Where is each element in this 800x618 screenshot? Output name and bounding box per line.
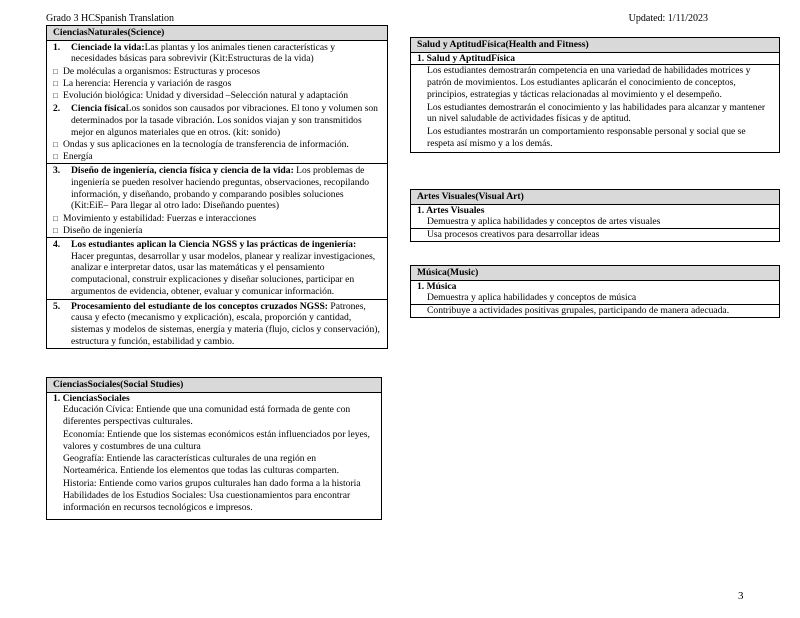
science-item-3: [47, 164, 387, 238]
music-title: Música(Music): [411, 266, 779, 281]
music-subheading: 1. Música: [417, 280, 457, 292]
paragraph: Historia: Entiende como varios grupos culturales han dado forma a la historia: [63, 477, 361, 489]
paragraph: Economía: Entiende que los sistemas económicos están influenciados por leyes, valores y costumbres de una cultura: [63, 428, 370, 452]
paragraph: Los estudiantes demostrarán el conocimiento y las habilidades para alcanzar y mantener un nivel saludable de actividades físicas y de aptitud.: [427, 101, 766, 125]
visual-art-subheading: 1. Artes Visuales: [417, 204, 485, 216]
visual-art-title: Artes Visuales(Visual Art): [411, 190, 779, 205]
science-item-4: [47, 238, 387, 300]
music-section: [410, 265, 780, 318]
science-item-1: [47, 41, 387, 165]
item-number: 1.: [53, 41, 61, 53]
document-header-left: Grado 3 HCSpanish Translation: [46, 13, 175, 24]
social-studies-section: [46, 377, 382, 520]
item-number: 5.: [53, 300, 61, 312]
paragraph: Los estudiantes mostrarán un comportamiento responsable personal y social que se respeta así mismo y a los demás.: [427, 125, 746, 149]
list-item: □ Diseño de ingeniería: [53, 225, 143, 237]
item-text: Las plantas y los animales tienen características y necesidades básicas para sobrevivir (Kit:Estructuras de la vida): [71, 41, 336, 65]
item-heading: Procesamiento del estudiante de los conceptos cruzados NGSS:: [71, 300, 328, 312]
paragraph: Geografía: Entiende las características culturales de una región en Norteamérica. Entiende los elementos que todas las culturas comparten.: [63, 453, 339, 476]
visual-art-section: [410, 189, 780, 242]
list-item: Contribuye a actividades positivas grupales, participando de manera adecuada.: [427, 305, 730, 317]
list-item: □ De moléculas a organismos: Estructuras y procesos: [53, 66, 260, 78]
square-bullet-icon: □: [53, 91, 58, 101]
square-bullet-icon: □: [53, 152, 58, 162]
social-studies-title: CienciasSociales(Social Studies): [47, 378, 381, 393]
item-text: Hacer preguntas, desarrollar y usar modelos, planear y realizar investigaciones, analizar e interpretar datos, usar las matemáticas y el pensamiento computacional, construir explicaciones y diseñar soluciones, participar en argumentos de evidencia, obtener, evaluar y comunicar información.: [71, 250, 376, 297]
paragraph: Educación Cívica: Entiende que una comunidad está formada de gente con diferentes perspectivas culturales.: [63, 404, 351, 428]
health-section: [410, 37, 780, 153]
item-heading: Ciencia física: [71, 103, 126, 115]
item-number: 3.: [53, 165, 61, 177]
item-number: 2.: [53, 103, 61, 115]
item-heading: Diseño de ingeniería, ciencia física y ciencia de la vida:: [71, 165, 294, 177]
paragraph: Habilidades de los Estudios Sociales: Usa cuestionamientos para encontrar información en recursos tecnológicos e impresos.: [63, 490, 351, 514]
list-item: Demuestra y aplica habilidades y conceptos de música: [411, 292, 779, 305]
list-item: □ Movimiento y estabilidad: Fuerzas e interacciones: [53, 213, 257, 225]
item-number: 4.: [53, 239, 61, 251]
science-item-5: [47, 300, 387, 349]
social-studies-subheading: 1. CienciasSociales: [53, 392, 130, 404]
list-item: □ Ondas y sus aplicaciones en la tecnología de transferencia de información.: [53, 139, 349, 151]
science-section: [46, 25, 388, 349]
square-bullet-icon: □: [53, 226, 58, 236]
item-text: Los sonidos son causados por vibraciones. El tono y volumen son determinados por la tasade vibración. Los sonidos viajan y son transmitidos mejor en algunos materiales que en otros. (kit: sonido): [71, 103, 378, 138]
item-heading: Los estudiantes aplican la Ciencia NGSS y las prácticas de ingeniería:: [71, 239, 357, 251]
list-item: Usa procesos creativos para desarrollar ideas: [427, 229, 600, 241]
square-bullet-icon: □: [53, 140, 58, 150]
list-item: □ Energía: [53, 151, 93, 163]
health-subheading: 1. Salud y AptitudFísica: [411, 53, 779, 66]
health-title: Salud y AptitudFísica(Health and Fitness): [411, 38, 779, 53]
square-bullet-icon: □: [53, 214, 58, 224]
item-heading: Cienciade la vida:: [71, 41, 145, 53]
paragraph: Los estudiantes demostrarán competencia en una variedad de habilidades motrices y patrón de movimientos. Los estudiantes aplicarán el conocimiento de conceptos, principios, estrategias y tácticas relacionadas al movimiento y el desempeño.: [427, 65, 751, 100]
list-item: □ La herencia: Herencia y variación de rasgos: [53, 78, 232, 90]
item-text: Patrones, causa y efecto (mecanismo y explicación), escala, proporción y cantidad, sistemas y modelos de sistemas, energía y materia (flujo, ciclos y conservación), estructura y función, estabilidad y cambio.: [71, 300, 380, 347]
document-header-date: Updated: 1/11/2023: [628, 13, 708, 24]
list-item: □ Evolución biológica: Unidad y diversidad –Selección natural y adaptación: [53, 90, 349, 102]
list-item: Demuestra y aplica habilidades y conceptos de artes visuales: [411, 216, 779, 229]
page-number: 3: [738, 590, 744, 602]
item-text: Los problemas de ingeniería se pueden resolver haciendo preguntas, observaciones, recopilando información, y diseñando, probando y comparando posibles soluciones (Kit:EiE– Para llegar al otro lado: Diseñando puentes): [71, 165, 370, 212]
square-bullet-icon: □: [53, 79, 58, 89]
square-bullet-icon: □: [53, 67, 58, 77]
science-title: CienciasNaturales(Science): [47, 26, 387, 41]
